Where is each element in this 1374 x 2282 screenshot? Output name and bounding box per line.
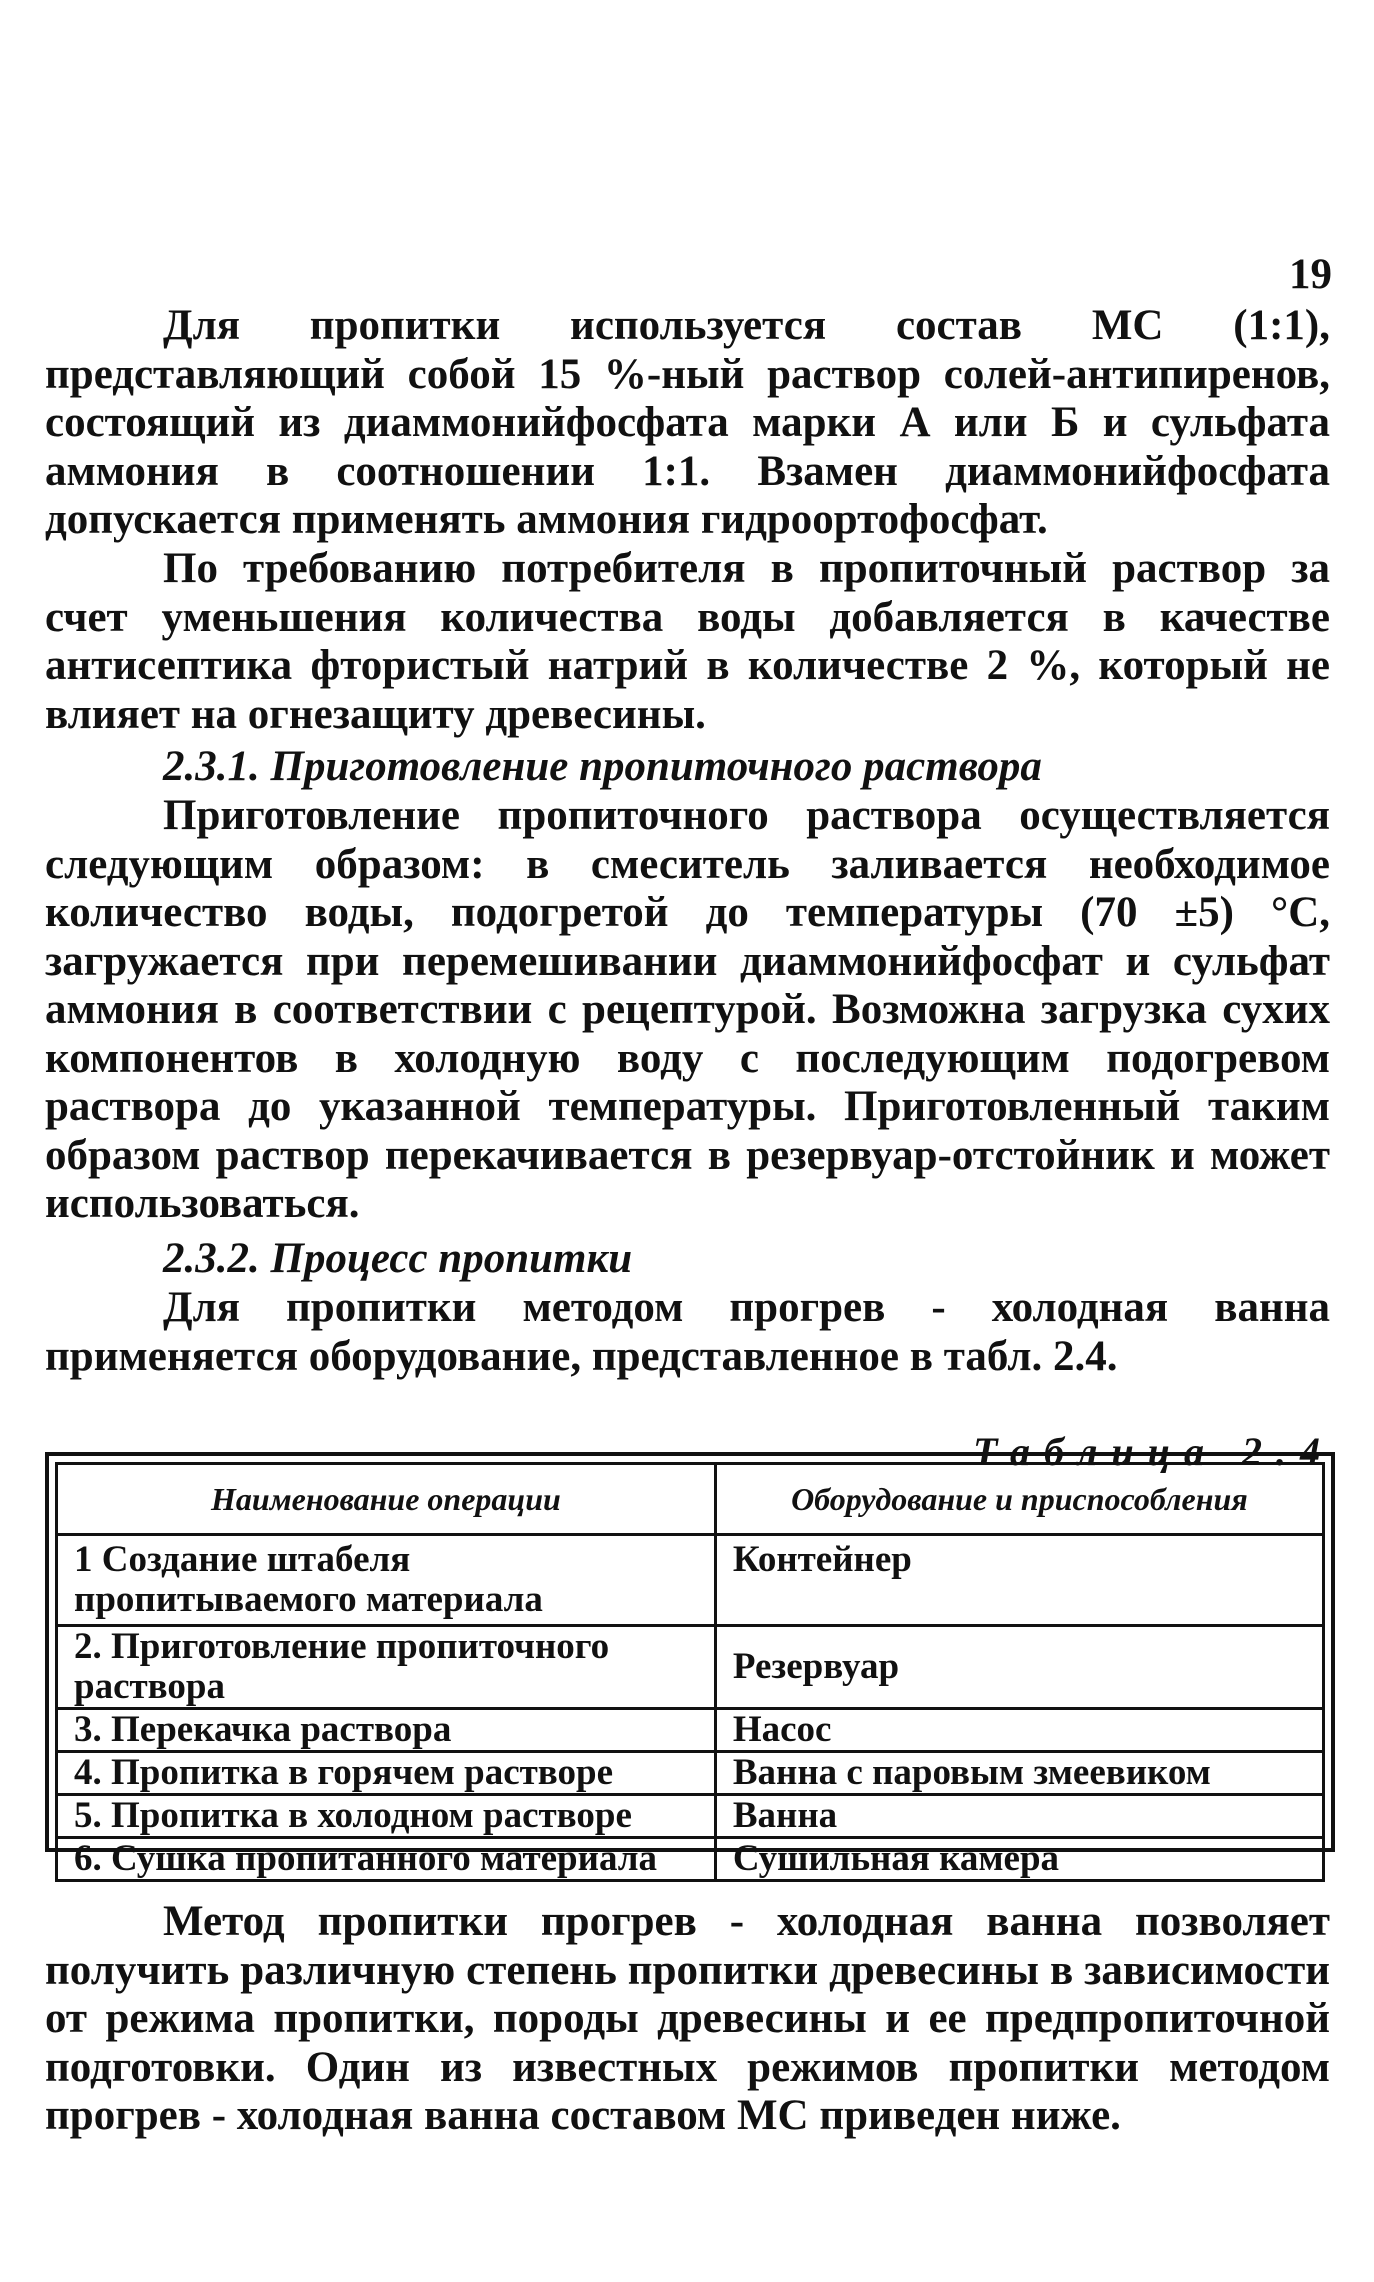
operation-cell: 5. Пропитка в холодном растворе [57, 1795, 716, 1838]
paragraph-equipment-intro: Для пропитки методом прогрев - холодная ванна применяется оборудование, представленное в табл. 2.4. [45, 1284, 1330, 1380]
table-header-row [57, 1464, 1324, 1535]
paragraph-composition: Для пропитки используется состав МС (1:1), представляющий собой 15 %-ный раствор солей-антипиренов, состоящий из диаммонийфосфата марки А или Б и сульфата аммония в соотношении 1:1. Взамен диаммонийфосфата допускается применять аммония гидроортофосфат. [45, 302, 1330, 543]
equipment-cell: Сушильная камера [715, 1838, 1323, 1881]
paragraph-solution-preparation: Приготовление пропиточного раствора осуществляется следующим образом: в смеситель заливается необходимое количество воды, подогретой до температуры (70 ±5) °С, загружается при перемешивании диаммонийфосфат и сульфат аммония в соответствии с рецептурой. Возможна загрузка сухих компонентов в холодную воду с последующим подогревом раствора до указанной температуры. Приготовленный таким образом раствор перекачивается в резервуар-отстойник и может использоваться. [45, 792, 1330, 1227]
equipment-table [45, 1452, 1335, 1879]
column-header-equipment: Оборудование и приспособления [715, 1464, 1323, 1535]
equipment-cell: Насос [715, 1709, 1323, 1752]
section-heading-impregnation-process: 2.3.2. Процесс пропитки [163, 1235, 633, 1282]
page-number: 19 [1289, 251, 1332, 298]
equipment-cell: Резервуар [715, 1626, 1323, 1709]
table-row [57, 1709, 1324, 1752]
operation-cell: 1 Создание штабеля пропитываемого материала [57, 1535, 716, 1626]
section-heading-solution-preparation: 2.3.1. Приготовление пропиточного раствора [163, 743, 1042, 790]
table-row [57, 1752, 1324, 1795]
table-row [57, 1795, 1324, 1838]
operation-cell: 2. Приготовление пропиточного раствора [57, 1626, 716, 1709]
operation-cell: 6. Сушка пропитанного материала [57, 1838, 716, 1881]
table-caption: Таблица 2.4 [973, 1429, 1334, 1474]
equipment-cell: Ванна с паровым змеевиком [715, 1752, 1323, 1795]
operation-cell: 3. Перекачка раствора [57, 1709, 716, 1752]
operation-cell: 4. Пропитка в горячем растворе [57, 1752, 716, 1795]
equipment-cell: Контейнер [715, 1535, 1323, 1626]
table-row [57, 1838, 1324, 1881]
column-header-operation: Наименование операции [57, 1464, 716, 1535]
paragraph-antiseptic: По требованию потребителя в пропиточный раствор за счет уменьшения количества воды добавляется в качестве антисептика фтористый натрий в количестве 2 %, который не влияет на огнезащиту древесины. [45, 545, 1330, 738]
paragraph-method-description: Метод пропитки прогрев - холодная ванна позволяет получить различную степень пропитки древесины в зависимости от режима пропитки, породы древесины и ее предпропиточной подготовки. Один из известных режимов пропитки методом прогрев - холодная ванна составом МС приведен ниже. [45, 1898, 1330, 2139]
equipment-cell: Ванна [715, 1795, 1323, 1838]
table-row [57, 1626, 1324, 1709]
table-row [57, 1535, 1324, 1626]
